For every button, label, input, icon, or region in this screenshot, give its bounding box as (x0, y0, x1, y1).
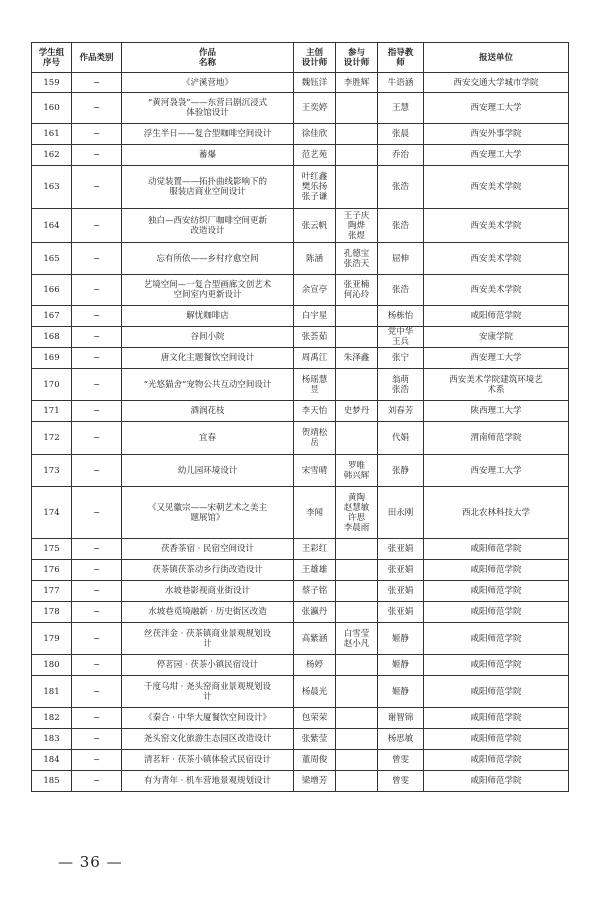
cell-work-title: 水坡巷觅境融新 · 历史街区改造 (122, 602, 294, 623)
cell-row-number: 163 (32, 166, 72, 209)
cell-lead-designer: 陈涵 (294, 243, 336, 275)
cell-advisor: 姬静 (378, 623, 424, 655)
cell-submitting-unit: 西安理工大学 (424, 93, 569, 124)
cell-lead-designer: 贺靖松 岳 (294, 422, 336, 455)
cell-work-title: 艺境空间—一复合型画廊文创艺术 空间室内更新设计 (122, 275, 294, 306)
cell-participant-designers (336, 676, 378, 708)
cell-lead-designer: 张瀛丹 (294, 602, 336, 623)
page-number: — 36 — (58, 853, 123, 871)
cell-submitting-unit: 咸阳师范学院 (424, 581, 569, 602)
cell-participant-designers (336, 655, 378, 676)
cell-advisor: 张晨 (378, 124, 424, 145)
cell-work-title: 幼儿园环境设计 (122, 455, 294, 487)
cell-lead-designer: 杨晨光 (294, 676, 336, 708)
cell-category: ~ (72, 422, 122, 455)
cell-row-number: 176 (32, 560, 72, 581)
table-row (32, 771, 569, 792)
cell-category: ~ (72, 560, 122, 581)
cell-category: ~ (72, 455, 122, 487)
table-row (32, 327, 569, 348)
cell-advisor: 乔治 (378, 145, 424, 166)
cell-lead-designer: 张荟茹 (294, 327, 336, 348)
table-row (32, 560, 569, 581)
cell-participant-designers (336, 166, 378, 209)
cell-lead-designer: 宋雪晴 (294, 455, 336, 487)
cell-advisor: 王慧 (378, 93, 424, 124)
cell-category: ~ (72, 729, 122, 750)
cell-work-title: 停茗园 · 茯茶小镇民宿设计 (122, 655, 294, 676)
cell-lead-designer: 包荣荣 (294, 708, 336, 729)
cell-category: ~ (72, 623, 122, 655)
table-row (32, 306, 569, 327)
cell-advisor: 杨思敏 (378, 729, 424, 750)
cell-row-number: 164 (32, 209, 72, 243)
cell-submitting-unit: 西安理工大学 (424, 455, 569, 487)
cell-work-title: 《秦合 · 中华大厦餐饮空间设计》 (122, 708, 294, 729)
cell-category: ~ (72, 581, 122, 602)
cell-category: ~ (72, 602, 122, 623)
cell-category: ~ (72, 243, 122, 275)
cell-participant-designers (336, 539, 378, 560)
cell-category: ~ (72, 655, 122, 676)
table-row (32, 539, 569, 560)
cell-participant-designers (336, 560, 378, 581)
cell-lead-designer: 李天怡 (294, 401, 336, 422)
cell-work-title: 酒润花枝 (122, 401, 294, 422)
cell-advisor: 屈伸 (378, 243, 424, 275)
cell-row-number: 183 (32, 729, 72, 750)
cell-participant-designers (336, 422, 378, 455)
cell-submitting-unit: 咸阳师范学院 (424, 655, 569, 676)
cell-lead-designer: 徐佳欣 (294, 124, 336, 145)
table-header-row (32, 43, 569, 73)
cell-submitting-unit: 西安美术学院建筑环境艺 术系 (424, 369, 569, 401)
cell-participant-designers (336, 581, 378, 602)
cell-submitting-unit: 咸阳师范学院 (424, 560, 569, 581)
cell-advisor: 曾雯 (378, 771, 424, 792)
table-row (32, 750, 569, 771)
cell-work-title: 独白—西安纺织厂咖啡空间更新 改造设计 (122, 209, 294, 243)
cell-advisor: 张浩 (378, 209, 424, 243)
cell-category: ~ (72, 750, 122, 771)
table-row (32, 676, 569, 708)
cell-participant-designers: 白雪莹 赵小凡 (336, 623, 378, 655)
cell-row-number: 182 (32, 708, 72, 729)
cell-participant-designers (336, 369, 378, 401)
header-participant-designers: 参与 设计师 (336, 43, 378, 73)
table-row (32, 166, 569, 209)
cell-submitting-unit: 西安理工大学 (424, 348, 569, 369)
header-lead-designer: 主创 设计师 (294, 43, 336, 73)
table-row (32, 124, 569, 145)
cell-submitting-unit: 渭南师范学院 (424, 422, 569, 455)
cell-submitting-unit: 安康学院 (424, 327, 569, 348)
table-body (32, 73, 569, 792)
table-row (32, 73, 569, 93)
cell-lead-designer: 王奕婷 (294, 93, 336, 124)
cell-work-title: 《浐溪营地》 (122, 73, 294, 93)
cell-row-number: 185 (32, 771, 72, 792)
table-row (32, 93, 569, 124)
table-row (32, 487, 569, 539)
cell-lead-designer: 余宣亭 (294, 275, 336, 306)
cell-submitting-unit: 咸阳师范学院 (424, 771, 569, 792)
cell-row-number: 172 (32, 422, 72, 455)
cell-advisor: 代娟 (378, 422, 424, 455)
cell-work-title: 浮生半日——复合型咖啡空间设计 (122, 124, 294, 145)
cell-category: ~ (72, 93, 122, 124)
cell-advisor: 翁萌 张浩 (378, 369, 424, 401)
header-student-number: 学生组 序号 (32, 43, 72, 73)
cell-submitting-unit: 西安理工大学 (424, 145, 569, 166)
cell-category: ~ (72, 124, 122, 145)
cell-work-title: 谷间小院 (122, 327, 294, 348)
table-row (32, 209, 569, 243)
table-row (32, 708, 569, 729)
cell-advisor: 杨栋怡 (378, 306, 424, 327)
cell-work-title: 唐文化主题餐饮空间设计 (122, 348, 294, 369)
cell-row-number: 178 (32, 602, 72, 623)
cell-advisor: 姬静 (378, 676, 424, 708)
cell-advisor: 张亚娟 (378, 560, 424, 581)
cell-participant-designers (336, 602, 378, 623)
cell-submitting-unit: 西安交通大学城市学院 (424, 73, 569, 93)
cell-submitting-unit: 咸阳师范学院 (424, 750, 569, 771)
cell-advisor: 张浩 (378, 166, 424, 209)
cell-row-number: 181 (32, 676, 72, 708)
cell-advisor: 谢智锦 (378, 708, 424, 729)
cell-advisor: 张亚娟 (378, 602, 424, 623)
cell-participant-designers (336, 750, 378, 771)
cell-row-number: 175 (32, 539, 72, 560)
cell-submitting-unit: 西安外事学院 (424, 124, 569, 145)
table-row (32, 369, 569, 401)
table-row (32, 422, 569, 455)
cell-participant-designers (336, 771, 378, 792)
cell-submitting-unit: 咸阳师范学院 (424, 306, 569, 327)
cell-work-title: 动觉装置——拓扑曲线影响下的 服装店商业空间设计 (122, 166, 294, 209)
cell-lead-designer: 梁增芳 (294, 771, 336, 792)
cell-participant-designers: 罗唯 韩兴辉 (336, 455, 378, 487)
cell-category: ~ (72, 369, 122, 401)
cell-lead-designer: 杨婷 (294, 655, 336, 676)
award-entries-table (31, 42, 569, 792)
cell-work-title: “光悠猫舍”宠物公共互动空间设计 (122, 369, 294, 401)
cell-category: ~ (72, 73, 122, 93)
cell-row-number: 184 (32, 750, 72, 771)
cell-participant-designers: 史梦丹 (336, 401, 378, 422)
cell-work-title: 清茗轩 · 茯茶小镇体验式民宿设计 (122, 750, 294, 771)
cell-category: ~ (72, 771, 122, 792)
cell-row-number: 173 (32, 455, 72, 487)
cell-advisor: 刘春芳 (378, 401, 424, 422)
cell-lead-designer: 范艺苑 (294, 145, 336, 166)
cell-lead-designer: 李闻 (294, 487, 336, 539)
cell-row-number: 168 (32, 327, 72, 348)
cell-category: ~ (72, 166, 122, 209)
cell-lead-designer: 张云帆 (294, 209, 336, 243)
cell-row-number: 177 (32, 581, 72, 602)
cell-advisor: 张亚娟 (378, 581, 424, 602)
cell-row-number: 174 (32, 487, 72, 539)
cell-row-number: 162 (32, 145, 72, 166)
cell-work-title: “黄河袅袅”——东营吕剧沉浸式 体验馆设计 (122, 93, 294, 124)
cell-category: ~ (72, 539, 122, 560)
cell-work-title: 茯香茶宿 · 民宿空间设计 (122, 539, 294, 560)
table-row (32, 348, 569, 369)
cell-category: ~ (72, 676, 122, 708)
cell-submitting-unit: 咸阳师范学院 (424, 708, 569, 729)
table-row (32, 602, 569, 623)
cell-lead-designer: 董周俊 (294, 750, 336, 771)
header-advisor: 指导教 师 (378, 43, 424, 73)
cell-participant-designers: 黄陶 赵慧敏 许思 李晨雨 (336, 487, 378, 539)
table-row (32, 455, 569, 487)
cell-work-title: 水坡巷影视商业街设计 (122, 581, 294, 602)
cell-lead-designer: 高紫涵 (294, 623, 336, 655)
cell-lead-designer: 王雄雄 (294, 560, 336, 581)
cell-participant-designers: 孔德宝 张浩天 (336, 243, 378, 275)
cell-participant-designers: 李胜辉 (336, 73, 378, 93)
cell-work-title: 茯茶镇茯茶动乡行街改造设计 (122, 560, 294, 581)
cell-row-number: 160 (32, 93, 72, 124)
cell-row-number: 171 (32, 401, 72, 422)
cell-row-number: 169 (32, 348, 72, 369)
cell-submitting-unit: 咸阳师范学院 (424, 602, 569, 623)
table-row (32, 145, 569, 166)
cell-row-number: 166 (32, 275, 72, 306)
header-category: 作品类别 (72, 43, 122, 73)
cell-row-number: 167 (32, 306, 72, 327)
cell-row-number: 159 (32, 73, 72, 93)
cell-advisor: 张浩 (378, 275, 424, 306)
cell-advisor: 姬静 (378, 655, 424, 676)
cell-category: ~ (72, 209, 122, 243)
cell-participant-designers (336, 145, 378, 166)
cell-submitting-unit: 西安美术学院 (424, 209, 569, 243)
cell-advisor: 田永刚 (378, 487, 424, 539)
cell-lead-designer: 王彩红 (294, 539, 336, 560)
cell-category: ~ (72, 275, 122, 306)
table-row (32, 243, 569, 275)
cell-submitting-unit: 西安美术学院 (424, 166, 569, 209)
cell-advisor: 党中华 王兵 (378, 327, 424, 348)
cell-participant-designers (336, 124, 378, 145)
cell-category: ~ (72, 348, 122, 369)
cell-lead-designer: 魏钰洋 (294, 73, 336, 93)
cell-lead-designer: 蔡子铭 (294, 581, 336, 602)
cell-advisor: 曾雯 (378, 750, 424, 771)
cell-work-title: 千度乌坩 · 尧头窑商业景观规划设 计 (122, 676, 294, 708)
cell-participant-designers: 张亚楠 何沁玲 (336, 275, 378, 306)
table-row (32, 655, 569, 676)
cell-category: ~ (72, 401, 122, 422)
cell-lead-designer: 白宇星 (294, 306, 336, 327)
cell-work-title: 蓄爆 (122, 145, 294, 166)
cell-work-title: 忘有所依——乡村疗愈空间 (122, 243, 294, 275)
cell-submitting-unit: 咸阳师范学院 (424, 539, 569, 560)
cell-work-title: 尧头窑文化旅游生态园区改造设计 (122, 729, 294, 750)
cell-lead-designer: 叶红鑫 樊乐扬 张子谦 (294, 166, 336, 209)
table-row (32, 729, 569, 750)
cell-participant-designers: 朱泽鑫 (336, 348, 378, 369)
cell-participant-designers (336, 708, 378, 729)
cell-work-title: 宜春 (122, 422, 294, 455)
cell-row-number: 170 (32, 369, 72, 401)
cell-work-title: 解忧咖啡店 (122, 306, 294, 327)
cell-participant-designers: 王子庆 陶烨 张煜 (336, 209, 378, 243)
cell-submitting-unit: 西安美术学院 (424, 275, 569, 306)
cell-row-number: 179 (32, 623, 72, 655)
table-row (32, 401, 569, 422)
cell-participant-designers (336, 306, 378, 327)
cell-advisor: 牛语涵 (378, 73, 424, 93)
cell-advisor: 张亚娟 (378, 539, 424, 560)
header-submitting-unit: 报送单位 (424, 43, 569, 73)
table-row (32, 275, 569, 306)
cell-category: ~ (72, 708, 122, 729)
header-work-title: 作品 名称 (122, 43, 294, 73)
cell-category: ~ (72, 306, 122, 327)
cell-category: ~ (72, 487, 122, 539)
cell-work-title: 丝茯泮金 · 茯茶镇商业景观规划设 计 (122, 623, 294, 655)
cell-submitting-unit: 西北农林科技大学 (424, 487, 569, 539)
cell-work-title: 有为青年 · 机车营地景观规划设计 (122, 771, 294, 792)
cell-row-number: 180 (32, 655, 72, 676)
cell-lead-designer: 周禹江 (294, 348, 336, 369)
cell-category: ~ (72, 327, 122, 348)
cell-work-title: 《又见徽宗——宋朝艺术之美主 题展馆》 (122, 487, 294, 539)
cell-advisor: 张宁 (378, 348, 424, 369)
cell-submitting-unit: 西安美术学院 (424, 243, 569, 275)
table-row (32, 581, 569, 602)
cell-participant-designers (336, 93, 378, 124)
cell-advisor: 张静 (378, 455, 424, 487)
cell-row-number: 165 (32, 243, 72, 275)
cell-row-number: 161 (32, 124, 72, 145)
cell-lead-designer: 张紫莹 (294, 729, 336, 750)
cell-submitting-unit: 咸阳师范学院 (424, 623, 569, 655)
cell-submitting-unit: 咸阳师范学院 (424, 729, 569, 750)
cell-submitting-unit: 咸阳师范学院 (424, 676, 569, 708)
table-row (32, 623, 569, 655)
cell-category: ~ (72, 145, 122, 166)
cell-submitting-unit: 陕西理工大学 (424, 401, 569, 422)
cell-lead-designer: 杨瑶慧 昱 (294, 369, 336, 401)
cell-participant-designers (336, 729, 378, 750)
cell-participant-designers (336, 327, 378, 348)
